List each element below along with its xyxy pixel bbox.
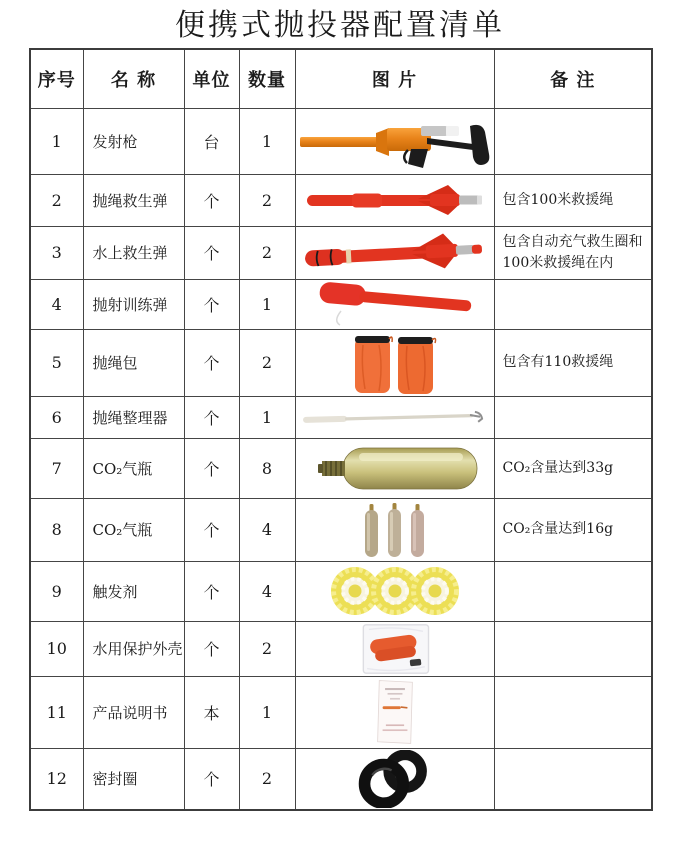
cell-remark [494, 621, 652, 676]
table-row [30, 438, 652, 498]
table-row [30, 561, 652, 621]
cell-quantity: 8 [239, 438, 295, 498]
cell-name: 触发剂 [83, 561, 184, 621]
table-row [30, 279, 652, 329]
cell-serial: 7 [30, 438, 83, 498]
cell-picture [295, 329, 494, 396]
cell-quantity: 2 [239, 621, 295, 676]
col-header-remark: 备 注 [494, 49, 652, 108]
cell-picture [295, 279, 494, 329]
cell-unit: 个 [184, 561, 239, 621]
col-header-serial: 序号 [30, 49, 83, 108]
cell-unit: 个 [184, 329, 239, 396]
cell-name: 水用保护外壳 [83, 621, 184, 676]
header-row [30, 49, 652, 108]
cell-name: 水上救生弹 [83, 226, 184, 279]
cell-serial: 1 [30, 108, 83, 174]
cell-name: 发射枪 [83, 108, 184, 174]
table-row [30, 396, 652, 438]
cell-unit: 个 [184, 226, 239, 279]
co2-cylinder-large-image [307, 442, 482, 494]
cell-quantity: 1 [239, 279, 295, 329]
table-row [30, 621, 652, 676]
cell-serial: 5 [30, 329, 83, 396]
cell-quantity: 1 [239, 396, 295, 438]
cell-serial: 3 [30, 226, 83, 279]
cell-picture [295, 438, 494, 498]
cell-remark: 包含自动充气救生圈和100米救援绳在内 [494, 226, 652, 279]
cell-unit: 个 [184, 621, 239, 676]
cell-remark [494, 396, 652, 438]
cell-serial: 2 [30, 174, 83, 226]
cell-picture [295, 174, 494, 226]
cell-picture [295, 498, 494, 561]
col-header-picture: 图 片 [295, 49, 494, 108]
col-header-name: 名 称 [83, 49, 184, 108]
cell-picture [295, 676, 494, 748]
cell-unit: 个 [184, 498, 239, 561]
config-table [29, 48, 653, 811]
cell-name: CO₂气瓶 [83, 498, 184, 561]
co2-cylinders-small-image [359, 500, 431, 560]
cell-serial: 6 [30, 396, 83, 438]
seal-rings-image [351, 750, 438, 808]
cell-quantity: 2 [239, 174, 295, 226]
table-row [30, 498, 652, 561]
cell-remark [494, 108, 652, 174]
cell-remark: 包含有110救援绳 [494, 329, 652, 396]
cell-name: 抛绳整理器 [83, 396, 184, 438]
cell-quantity: 2 [239, 748, 295, 810]
cell-unit: 个 [184, 279, 239, 329]
cell-name: 抛绳包 [83, 329, 184, 396]
rope-rescue-projectile-image [302, 182, 487, 218]
cell-remark [494, 279, 652, 329]
cell-picture [295, 748, 494, 810]
cell-unit: 个 [184, 438, 239, 498]
cell-unit: 个 [184, 748, 239, 810]
cell-quantity: 4 [239, 498, 295, 561]
page-title: 便携式抛投器配置清单 [175, 8, 505, 43]
cell-remark [494, 748, 652, 810]
cell-unit: 个 [184, 396, 239, 438]
cell-quantity: 2 [239, 226, 295, 279]
cell-unit: 台 [184, 108, 239, 174]
cell-name: 产品说明书 [83, 676, 184, 748]
cell-picture [295, 561, 494, 621]
cell-name: 抛射训练弹 [83, 279, 184, 329]
cell-serial: 12 [30, 748, 83, 810]
trigger-agent-discs-image [329, 563, 461, 619]
table-row [30, 108, 652, 174]
product-manual-image [371, 678, 419, 746]
cell-name: 抛绳救生弹 [83, 174, 184, 226]
cell-serial: 11 [30, 676, 83, 748]
cell-remark: CO₂含量达到33g [494, 438, 652, 498]
table-row [30, 329, 652, 396]
training-projectile-image [311, 281, 479, 327]
table-row [30, 748, 652, 810]
water-rescue-projectile-image [300, 231, 490, 275]
cell-remark [494, 676, 652, 748]
cell-unit: 个 [184, 174, 239, 226]
cell-remark [494, 561, 652, 621]
table-row [30, 676, 652, 748]
cell-unit: 本 [184, 676, 239, 748]
cell-picture [295, 396, 494, 438]
rope-bags-image [345, 331, 445, 395]
table-row [30, 174, 652, 226]
protective-shell-bag-image [350, 622, 440, 676]
cell-quantity: 2 [239, 329, 295, 396]
rope-organizer-image [300, 408, 490, 426]
cell-quantity: 1 [239, 108, 295, 174]
col-header-quantity: 数量 [239, 49, 295, 108]
cell-remark: CO₂含量达到16g [494, 498, 652, 561]
cell-serial: 9 [30, 561, 83, 621]
cell-serial: 8 [30, 498, 83, 561]
cell-quantity: 1 [239, 676, 295, 748]
cell-name: CO₂气瓶 [83, 438, 184, 498]
col-header-unit: 单位 [184, 49, 239, 108]
cell-picture [295, 621, 494, 676]
table-row [30, 226, 652, 279]
cell-picture [295, 226, 494, 279]
cell-picture [295, 108, 494, 174]
cell-quantity: 4 [239, 561, 295, 621]
cell-serial: 10 [30, 621, 83, 676]
launcher-gun-image [297, 113, 493, 169]
cell-serial: 4 [30, 279, 83, 329]
cell-remark: 包含100米救援绳 [494, 174, 652, 226]
cell-name: 密封圈 [83, 748, 184, 810]
